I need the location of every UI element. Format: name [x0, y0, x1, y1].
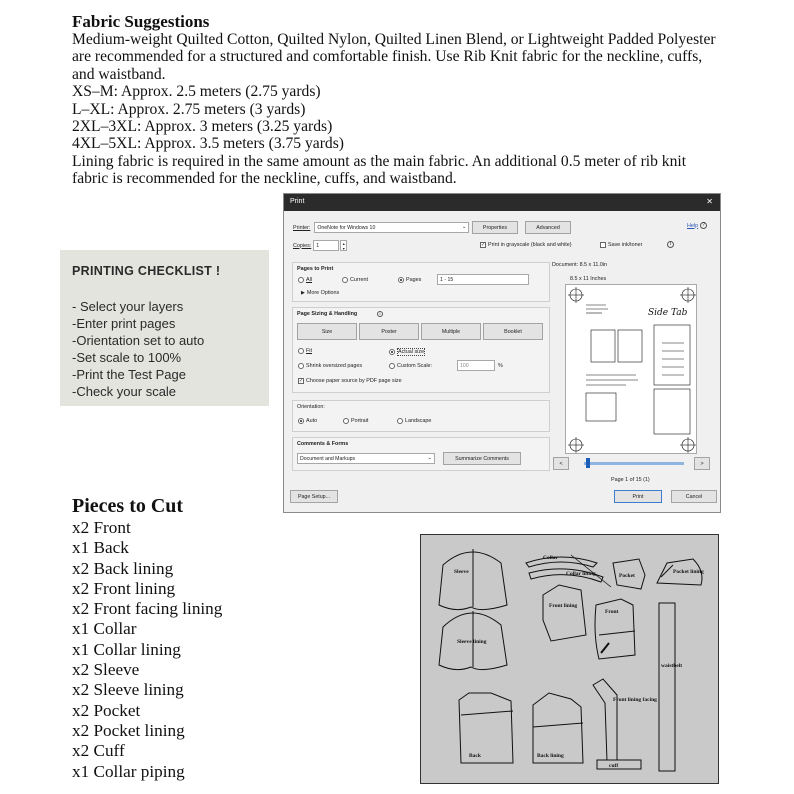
prev-page-button[interactable]: <	[553, 457, 569, 470]
front-lining-facing-piece	[593, 679, 617, 761]
grayscale-checkbox[interactable]: ✓	[481, 242, 486, 248]
portrait-radio[interactable]	[343, 418, 349, 424]
collar-piece	[526, 557, 597, 567]
print-button[interactable]: Print	[614, 490, 662, 503]
help-link[interactable]: Help	[687, 222, 699, 229]
pages-radio[interactable]	[398, 277, 404, 283]
sleeve-lining-label: Sleeve lining	[457, 639, 487, 645]
checklist-item: -Orientation set to auto	[72, 333, 205, 348]
waistbelt-label: waistbelt	[661, 663, 683, 669]
more-options-label[interactable]: More Options	[306, 290, 340, 296]
comments-value: Document and Markups	[300, 456, 356, 462]
info-icon: i	[667, 241, 674, 248]
pieces-to-cut	[72, 494, 222, 782]
grayscale-label: Print in grayscale (black and white)	[488, 242, 572, 248]
shrink-radio[interactable]	[298, 363, 304, 369]
size-l-xl: L–XL: Approx. 2.75 meters (3 yards)	[72, 100, 306, 118]
size-button[interactable]: Size	[297, 323, 357, 340]
printing-checklist	[60, 250, 269, 406]
pages-label: Pages	[406, 277, 422, 283]
copies-stepper[interactable]: ▴ ▾	[340, 240, 347, 251]
back-piece	[459, 693, 513, 763]
preview-script: Side Tab	[648, 308, 688, 318]
list-item: x1 Back	[72, 538, 129, 558]
page-sizing-group	[292, 307, 550, 393]
printer-value: OneNote for Windows 10	[317, 225, 376, 231]
front-lining-piece	[543, 585, 586, 641]
size-2xl-3xl: 2XL–3XL: Approx. 3 meters (3.25 yards)	[72, 118, 333, 136]
list-item: x2 Sleeve lining	[72, 680, 184, 700]
actual-size-label: Actual size	[398, 349, 425, 355]
cancel-button[interactable]: Cancel	[671, 490, 717, 503]
paper-size-label: 8.5 x 11 Inches	[570, 276, 607, 282]
printer-select[interactable]	[314, 222, 469, 233]
pages-title: Pages to Print	[297, 266, 334, 272]
multiple-button[interactable]: Multiple	[421, 323, 481, 340]
sleeve-label: Sleeve	[454, 569, 469, 575]
poster-button[interactable]: Poster	[359, 323, 419, 340]
properties-button[interactable]: Properties	[472, 221, 518, 234]
pocket-label: Pocket	[619, 573, 635, 579]
custom-scale-value: 100	[460, 363, 469, 369]
paper-source-label: Choose paper source by PDF page size	[306, 378, 402, 384]
size-xs-m: XS–M: Approx. 2.5 meters (2.75 yards)	[72, 83, 321, 101]
fabric-title: Fabric Suggestions	[72, 12, 210, 31]
all-radio[interactable]	[298, 277, 304, 283]
all-label: All	[306, 277, 312, 283]
orientation-group	[292, 400, 550, 432]
custom-scale-label: Custom Scale:	[397, 363, 433, 369]
portrait-label: Portrait	[351, 418, 369, 424]
waistbelt-piece	[659, 603, 675, 771]
list-item: x2 Front	[72, 518, 131, 537]
page-counter: Page 1 of 15 (1)	[611, 477, 650, 483]
page-setup-button[interactable]: Page Setup...	[290, 490, 338, 503]
copies-label: Copies:	[293, 242, 312, 249]
print-preview	[565, 284, 697, 454]
checklist-item: - Select your layers	[72, 299, 184, 314]
fabric-paragraph: Medium-weight Quilted Cotton, Quilted Nylon, Quilted Linen Blend, or Lightweight Padded Polyester are recommended for a structured and comfortable finish. Use Rib Knit fabric for the neckline, cuffs, and waistband.	[72, 31, 716, 83]
dialog-title: Print	[290, 198, 305, 205]
printer-label: Printer:	[293, 224, 311, 231]
shrink-label: Shrink oversized pages	[306, 363, 363, 369]
fit-radio[interactable]	[298, 348, 304, 354]
chevron-down-icon: ⌄	[427, 455, 432, 461]
cuff-label: cuff	[609, 763, 619, 769]
pages-input[interactable]	[437, 274, 529, 285]
comments-select[interactable]	[297, 453, 435, 464]
cuff-piece	[597, 760, 641, 769]
checklist-title: PRINTING CHECKLIST !	[72, 264, 221, 278]
front-label: Front	[605, 609, 619, 615]
triangle-right-icon[interactable]: ▶	[301, 290, 305, 296]
pages-to-print-group	[292, 262, 550, 302]
lining-note: Lining fabric is required in the same amount as the main fabric. An additional 0.5 meter of rib knit fabric is recommended for the neckline, cuffs, and waistband.	[72, 152, 687, 188]
list-item: x2 Pocket lining	[72, 720, 185, 740]
current-label: Current	[350, 277, 368, 283]
comments-title: Comments & Forms	[297, 441, 349, 447]
back-label: Back	[469, 753, 481, 759]
checklist-item: -Set scale to 100%	[72, 350, 182, 365]
list-item: x2 Cuff	[72, 741, 125, 761]
list-item: x2 Pocket	[72, 700, 141, 720]
fabric-suggestions	[72, 12, 722, 188]
pattern-layout-diagram	[421, 535, 720, 785]
next-page-button[interactable]: >	[694, 457, 710, 470]
list-item: x2 Back lining	[72, 558, 174, 578]
checklist-item: -Enter print pages	[72, 316, 176, 331]
list-item: x2 Front facing lining	[72, 599, 223, 619]
summarize-comments-button[interactable]: Summarize Comments	[443, 452, 521, 465]
actual-size-radio[interactable]	[389, 349, 395, 355]
list-item: x1 Collar piping	[72, 761, 185, 781]
pieces-title: Pieces to Cut	[72, 495, 184, 517]
sizing-title: Page Sizing & Handling	[297, 311, 358, 317]
list-item: x1 Collar	[72, 619, 137, 639]
advanced-button[interactable]: Advanced	[525, 221, 571, 234]
list-item: x1 Collar lining	[72, 639, 181, 659]
front-piece	[595, 599, 635, 659]
info-icon: i	[377, 311, 383, 317]
close-icon[interactable]: ✕	[706, 197, 713, 206]
landscape-radio[interactable]	[397, 418, 403, 424]
auto-label: Auto	[306, 418, 318, 424]
save-ink-checkbox[interactable]	[600, 242, 606, 248]
fit-label: Fit	[306, 348, 312, 354]
front-lining-facing-label: Front lining facing	[613, 697, 657, 703]
booklet-button[interactable]: Booklet	[483, 323, 543, 340]
save-ink-label: Save ink/toner	[608, 242, 643, 248]
dialog-titlebar	[284, 194, 720, 211]
front-lining-label: Front lining	[549, 603, 578, 609]
checklist-item: -Print the Test Page	[72, 367, 186, 382]
orientation-title: Orientation:	[297, 404, 325, 410]
copies-value: 1	[316, 243, 320, 249]
copies-input[interactable]	[313, 240, 339, 251]
paper-source-checkbox[interactable]: ✓	[299, 378, 304, 384]
current-radio[interactable]	[342, 277, 348, 283]
custom-scale-input[interactable]	[457, 360, 495, 371]
pages-value: 1 - 15	[440, 277, 454, 283]
pocket-lining-label: Pocket lining	[673, 569, 704, 575]
custom-scale-radio[interactable]	[389, 363, 395, 369]
collar-lining-label: Collar lining	[566, 571, 596, 577]
pattern-layout	[420, 534, 719, 784]
slider-thumb[interactable]	[586, 458, 590, 468]
list-item: x2 Sleeve	[72, 660, 140, 680]
comments-forms-group	[292, 437, 550, 471]
document-size-label: Document: 8.5 x 11.0in	[552, 262, 608, 268]
auto-radio[interactable]	[298, 418, 304, 424]
percent-label: %	[498, 363, 503, 369]
checklist-item: -Check your scale	[72, 384, 177, 399]
preview-page-thumbnail	[566, 285, 698, 455]
list-item: x2 Front lining	[72, 578, 176, 598]
help-icon[interactable]: ?	[700, 222, 707, 229]
size-4xl-5xl: 4XL–5XL: Approx. 3.5 meters (3.75 yards)	[72, 135, 344, 153]
chevron-down-icon: ⌄	[462, 224, 467, 230]
page-slider[interactable]	[584, 462, 684, 465]
back-lining-label: Back lining	[537, 753, 564, 759]
collar-label: Collar	[543, 555, 558, 561]
landscape-label: Landscape	[405, 418, 432, 424]
